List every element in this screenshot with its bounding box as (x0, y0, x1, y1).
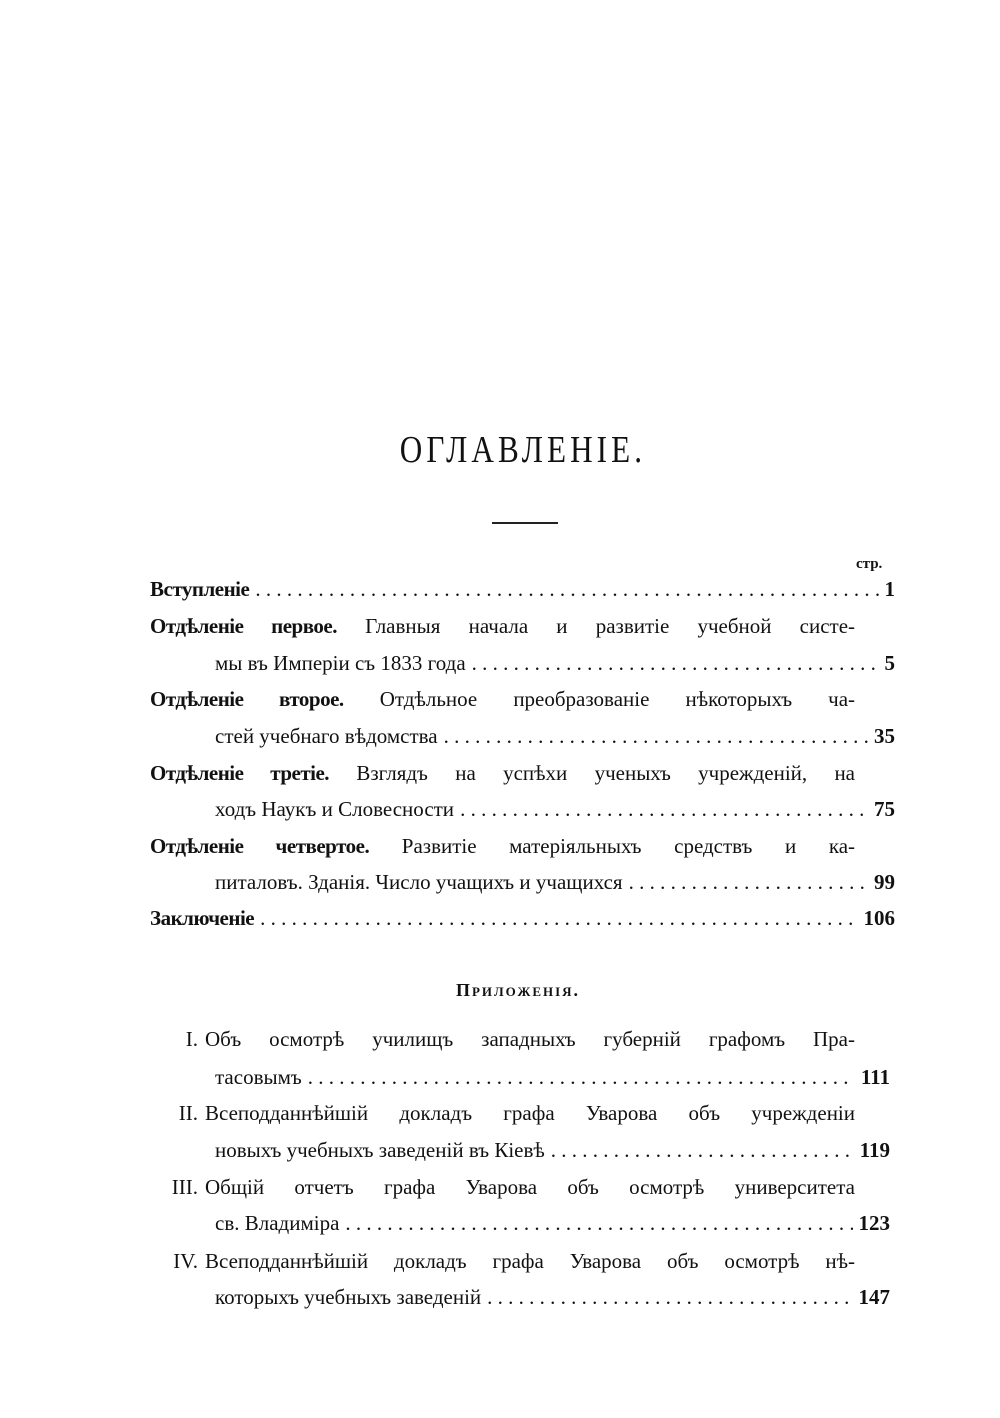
entry-page: 35 (874, 724, 895, 748)
toc-entry-conclusion[interactable] (150, 903, 895, 933)
entry-text: Развитіе матеріяльныхъ средствъ и ка- (401, 834, 856, 858)
entry-heading: Отдѣленіе третіе. (150, 761, 330, 785)
toc-entry-section-3[interactable] (150, 758, 855, 788)
appendix-2-cont[interactable] (215, 1135, 890, 1165)
page-column-label: стр. (856, 556, 883, 572)
entry-text: ходъ Наукъ и Словесности (215, 797, 455, 821)
entry-page: 1 (884, 577, 895, 601)
entry-text: Главныя начала и развитіе учебной систе- (365, 614, 856, 638)
toc-entry-introduction[interactable] (150, 574, 895, 604)
dot-leader (487, 1282, 852, 1312)
appendix-page: 147 (858, 1285, 890, 1309)
toc-entry-section-1[interactable] (150, 611, 855, 641)
dot-leader (472, 648, 879, 678)
dot-leader (460, 794, 868, 824)
dot-leader (255, 574, 878, 604)
dot-leader (345, 1208, 852, 1238)
entry-page: 99 (874, 870, 895, 894)
toc-entry-section-2-cont[interactable] (215, 721, 895, 751)
entry-heading: Заключеніе (150, 906, 255, 930)
appendix-text: Общій отчетъ графа Уварова объ осмотрѣ университета (205, 1175, 855, 1199)
appendix-page: 119 (859, 1138, 890, 1162)
toc-entry-section-4[interactable] (150, 831, 855, 861)
appendix-text: Всеподданнѣйшій докладъ графа Уварова объ учрежденіи (205, 1101, 855, 1125)
appendices-heading: Приложенія. (455, 980, 581, 1000)
entry-page: 75 (874, 797, 895, 821)
appendix-text: которыхъ учебныхъ заведеній (215, 1285, 482, 1309)
appendix-number: II. (178, 1101, 198, 1125)
entry-text: Отдѣльное преобразованіе нѣкоторыхъ ча- (379, 687, 856, 711)
dot-leader (629, 867, 868, 897)
appendix-text: св. Владиміра (215, 1211, 340, 1235)
appendix-number: I. (185, 1027, 198, 1051)
page-title: ОГЛАВЛЕНІЕ. (399, 429, 647, 471)
appendix-text: Объ осмотрѣ училищъ западныхъ губерній графомъ Пра- (205, 1027, 855, 1051)
toc-entry-section-1-cont[interactable] (215, 648, 895, 678)
appendix-text: новыхъ учебныхъ заведеній въ Кіевѣ (215, 1138, 545, 1162)
appendix-2[interactable] (150, 1098, 855, 1128)
appendix-3[interactable] (150, 1172, 855, 1202)
appendix-text: Всеподданнѣйшій докладъ графа Уварова объ осмотрѣ нѣ- (205, 1249, 855, 1273)
entry-heading: Отдѣленіе четвертое. (150, 834, 370, 858)
title-rule (492, 522, 558, 524)
toc-entry-section-2[interactable] (150, 684, 855, 714)
appendix-page: 123 (858, 1211, 890, 1235)
toc-entry-section-3-cont[interactable] (215, 794, 895, 824)
entry-text: стей учебнаго вѣдомства (215, 724, 438, 748)
dot-leader (260, 903, 857, 933)
entry-page: 5 (884, 651, 895, 675)
entry-heading: Отдѣленіе первое. (150, 614, 337, 638)
appendix-number: III. (171, 1175, 198, 1199)
appendix-1[interactable] (150, 1024, 855, 1054)
entry-text: Взглядъ на успѣхи ученыхъ учрежденій, на (356, 761, 856, 785)
appendix-text: тасовымъ (215, 1065, 302, 1089)
dot-leader (308, 1062, 855, 1092)
appendix-3-cont[interactable] (215, 1208, 890, 1238)
appendix-1-cont[interactable] (215, 1062, 890, 1092)
entry-heading: Отдѣленіе второе. (150, 687, 344, 711)
entry-heading: Вступленіе (150, 577, 250, 601)
dot-leader (444, 721, 868, 751)
entry-page: 106 (863, 906, 895, 930)
entry-text: мы въ Имперіи съ 1833 года (215, 651, 466, 675)
appendix-number: IV. (173, 1249, 198, 1273)
appendix-4-cont[interactable] (215, 1282, 890, 1312)
appendix-page: 111 (860, 1065, 890, 1089)
toc-entry-section-4-cont[interactable] (215, 867, 895, 897)
dot-leader (551, 1135, 854, 1165)
entry-text: питаловъ. Зданія. Число учащихъ и учащихся (215, 870, 623, 894)
appendix-4[interactable] (150, 1246, 855, 1276)
